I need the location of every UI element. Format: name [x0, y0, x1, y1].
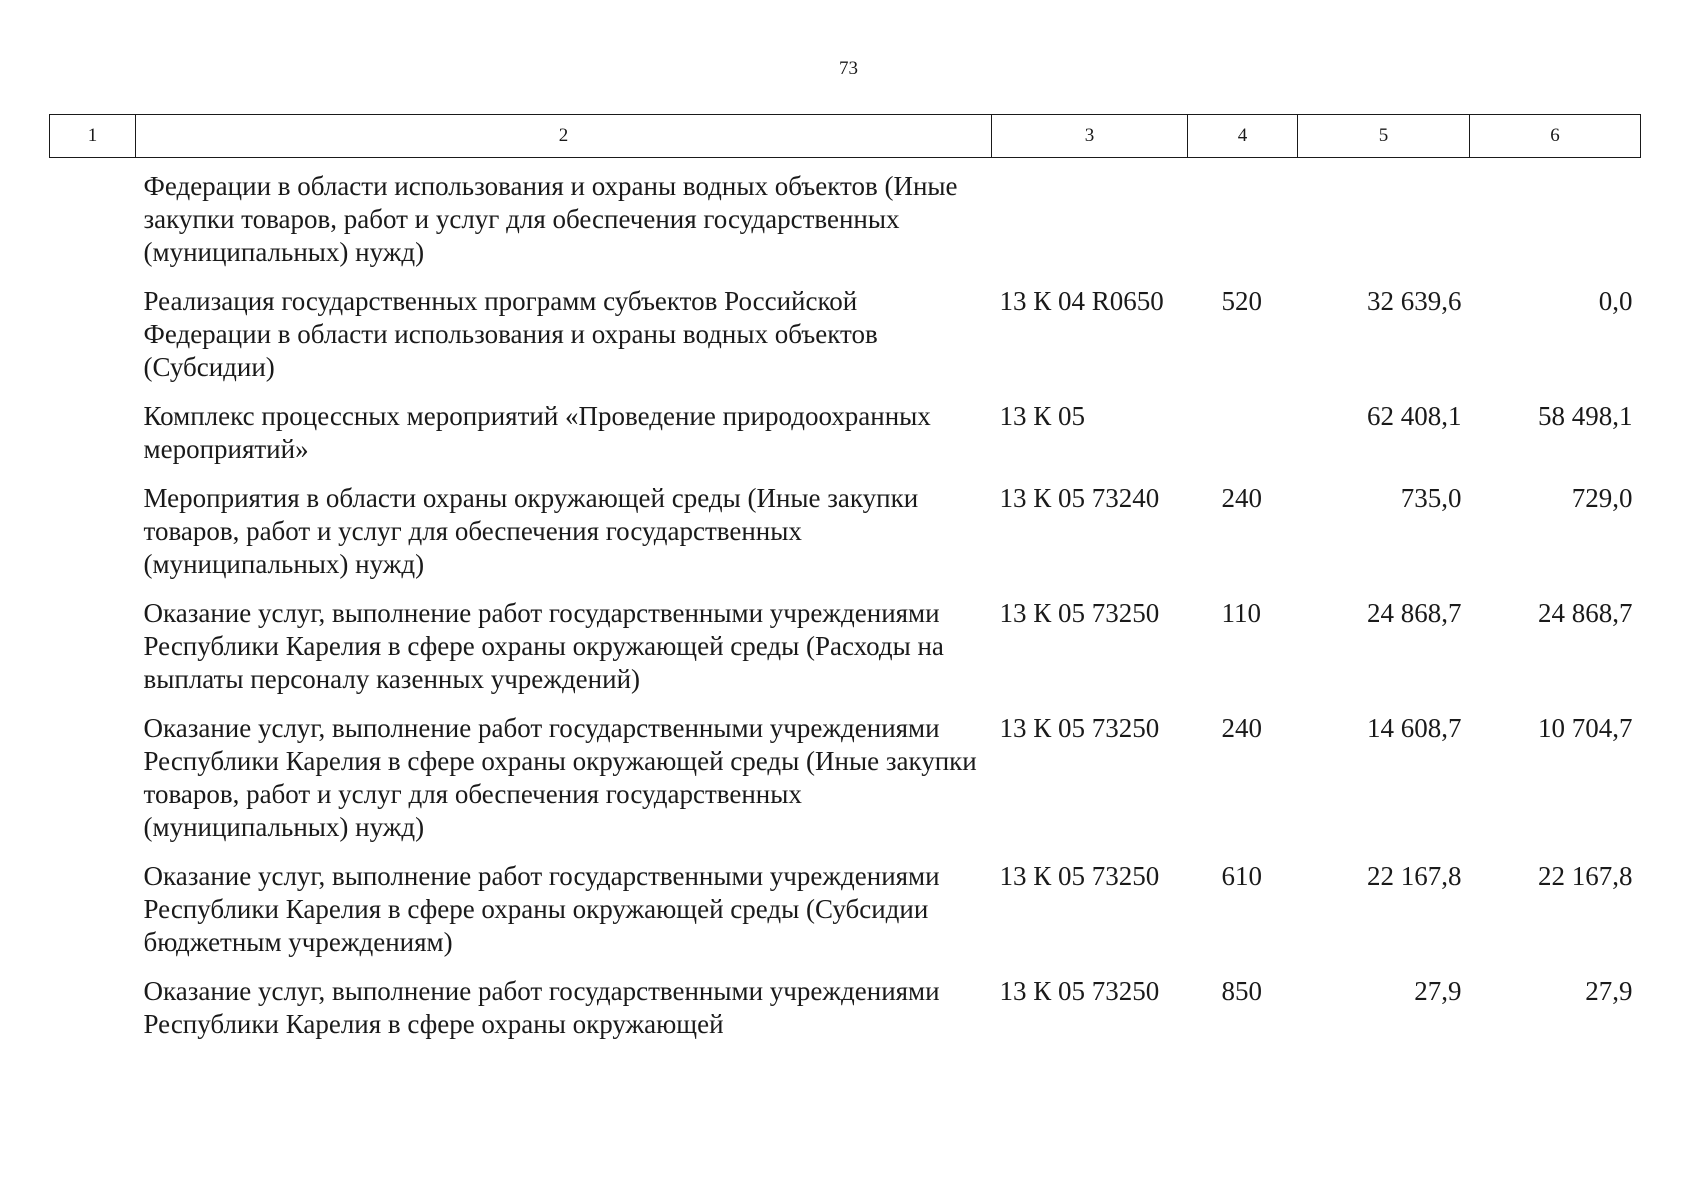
cell-value-6: 22 167,8 — [1538, 861, 1633, 891]
cell-description: Комплекс процессных мероприятий «Проведение природоохранных мероприятий» — [143, 401, 931, 464]
cell-description: Реализация государственных программ субъектов Российской Федерации в области использования и охраны водных объектов (Субсидии) — [143, 286, 878, 382]
cell-col-1 — [50, 712, 136, 860]
cell-type: 610 — [1221, 861, 1262, 891]
cell-value-5: 735,0 — [1400, 483, 1462, 513]
cell-type: 240 — [1221, 713, 1262, 743]
cell-code — [992, 158, 1188, 286]
cell-col-1 — [50, 482, 136, 597]
header-col-4: 4 — [1188, 115, 1298, 158]
cell-value-6: 58 498,1 — [1538, 401, 1633, 431]
cell-col-1 — [50, 975, 136, 1057]
cell-code: 13 К 05 73250 — [999, 713, 1160, 743]
cell-type: 850 — [1221, 976, 1262, 1006]
header-col-2: 2 — [136, 115, 992, 158]
table-row — [50, 158, 1641, 286]
header-col-1: 1 — [50, 115, 136, 158]
cell-type: 520 — [1221, 286, 1262, 316]
cell-col-1 — [50, 597, 136, 712]
header-row — [50, 115, 1641, 158]
table-row — [50, 975, 1641, 1057]
cell-description: Оказание услуг, выполнение работ государственными учреждениями Республики Карелия в сфере охраны окружающей среды (Субсидии бюджетным учреждениям) — [143, 861, 940, 957]
header-col-5: 5 — [1298, 115, 1470, 158]
cell-value-6: 729,0 — [1571, 483, 1633, 513]
table-row — [50, 482, 1641, 597]
cell-value-6: 0,0 — [1598, 286, 1633, 316]
table-header — [50, 115, 1641, 158]
cell-value-5 — [1298, 158, 1470, 286]
cell-description: Федерации в области использования и охраны водных объектов (Иные закупки товаров, работ и услуг для обеспечения государственных (муниципальных) нужд) — [143, 171, 958, 267]
cell-value-5: 32 639,6 — [1367, 286, 1462, 316]
table-row — [50, 285, 1641, 400]
cell-code: 13 К 05 73250 — [999, 976, 1160, 1006]
cell-type: 110 — [1221, 598, 1261, 628]
cell-type — [1188, 158, 1298, 286]
cell-value-6 — [1470, 158, 1641, 286]
cell-code: 13 К 05 — [999, 401, 1086, 431]
cell-code: 13 К 05 73250 — [999, 861, 1160, 891]
table-row — [50, 597, 1641, 712]
cell-code: 13 К 05 73250 — [999, 598, 1160, 628]
table-body — [50, 158, 1641, 1058]
cell-value-5: 22 167,8 — [1367, 861, 1462, 891]
cell-value-5: 27,9 — [1414, 976, 1462, 1006]
cell-value-5: 24 868,7 — [1367, 598, 1462, 628]
header-col-3: 3 — [992, 115, 1188, 158]
table-row — [50, 400, 1641, 482]
cell-value-6: 24 868,7 — [1538, 598, 1633, 628]
cell-value-5: 14 608,7 — [1367, 713, 1462, 743]
budget-table — [49, 114, 1641, 1057]
cell-value-5: 62 408,1 — [1367, 401, 1462, 431]
header-col-6: 6 — [1470, 115, 1641, 158]
cell-code: 13 К 04 R0650 — [999, 286, 1164, 316]
cell-description: Мероприятия в области охраны окружающей среды (Иные закупки товаров, работ и услуг для обеспечения государственных (муниципальных) нужд) — [143, 483, 919, 579]
table-row — [50, 860, 1641, 975]
cell-type: 240 — [1221, 483, 1262, 513]
cell-code: 13 К 05 73240 — [999, 483, 1160, 513]
cell-description: Оказание услуг, выполнение работ государственными учреждениями Республики Карелия в сфере охраны окружающей — [143, 976, 940, 1039]
cell-description: Оказание услуг, выполнение работ государственными учреждениями Республики Карелия в сфере охраны окружающей среды (Расходы на выплаты персоналу казенных учреждений) — [143, 598, 944, 694]
cell-col-1 — [50, 285, 136, 400]
cell-value-6: 27,9 — [1585, 976, 1633, 1006]
cell-col-1 — [50, 400, 136, 482]
cell-col-1 — [50, 860, 136, 975]
table-row — [50, 712, 1641, 860]
cell-col-1 — [50, 158, 136, 286]
cell-value-6: 10 704,7 — [1538, 713, 1633, 743]
cell-type — [1188, 400, 1298, 482]
page-number: 73 — [839, 58, 858, 79]
cell-description: Оказание услуг, выполнение работ государственными учреждениями Республики Карелия в сфере охраны окружающей среды (Иные закупки товаров, работ и услуг для обеспечения государственных (муниципальных) нужд) — [143, 713, 977, 842]
